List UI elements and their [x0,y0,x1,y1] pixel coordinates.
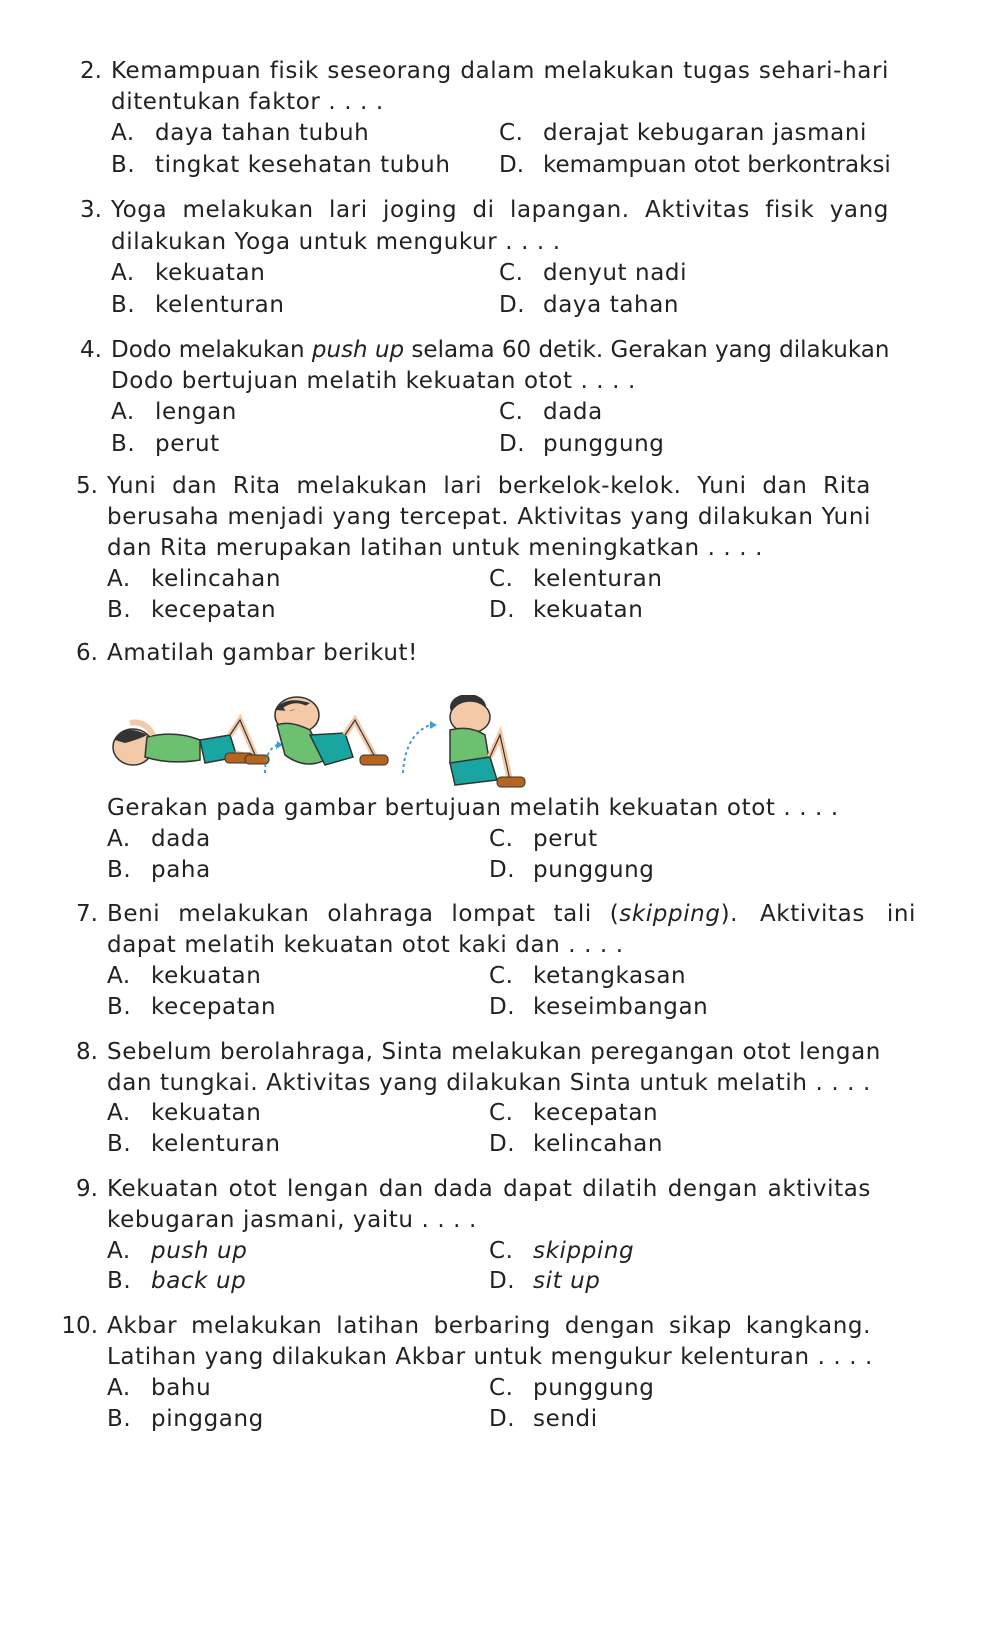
option-b[interactable]: B. perut [111,431,220,457]
question-number: 3. [80,197,102,223]
question-text: Akbar melakukan latihan berbaring dengan sikap kangkang. [107,1313,871,1339]
option-c[interactable]: C. ketangkasan [489,963,687,989]
question-number: 9. [76,1176,98,1202]
question-number: 7. [76,901,98,927]
option-c[interactable]: C. punggung [489,1375,655,1401]
option-c[interactable]: C. skipping [489,1238,635,1264]
option-d[interactable]: D. sit up [489,1268,601,1294]
question-number: 4. [80,337,102,363]
option-a[interactable]: A. kelincahan [107,566,281,592]
question-number: 6. [76,640,98,666]
question-number: 10. [61,1313,98,1339]
option-d[interactable]: D. sendi [489,1406,598,1432]
question-text: Dodo bertujuan melatih kekuatan otot . . . . [111,368,636,394]
option-c[interactable]: C. derajat kebugaran jasmani [499,120,868,146]
option-a[interactable]: A. bahu [107,1375,212,1401]
option-a[interactable]: A. kekuatan [111,260,266,286]
question-text: Yoga melakukan lari joging di lapangan. Aktivitas fisik yang [111,197,889,223]
figure-half-up [275,697,388,765]
option-a[interactable]: A. kekuatan [107,963,262,989]
option-a[interactable]: A. dada [107,826,211,852]
option-a[interactable]: A. daya tahan tubuh [111,120,370,146]
question-text: dapat melatih kekuatan otot kaki dan . . . . [107,932,624,958]
option-b[interactable]: B. kelenturan [111,292,285,318]
option-d[interactable]: D. kemampuan otot berkontraksi [499,152,891,178]
figure-sitting-up [450,695,525,787]
option-d[interactable]: D. kelincahan [489,1131,663,1157]
question-text: berusaha menjadi yang tercepat. Aktivitas yang dilakukan Yuni [107,504,871,530]
question-text: Amatilah gambar berikut! [107,640,418,666]
option-d[interactable]: D. punggung [499,431,665,457]
question-text: kebugaran jasmani, yaitu . . . . [107,1207,477,1233]
question-text: ditentukan faktor . . . . [111,89,384,115]
question-text: Gerakan pada gambar bertujuan melatih kekuatan otot . . . . [107,795,839,821]
option-b[interactable]: B. kelenturan [107,1131,281,1157]
option-c[interactable]: C. kecepatan [489,1100,659,1126]
question-text: dan tungkai. Aktivitas yang dilakukan Sinta untuk melatih . . . . [107,1070,871,1096]
question-text: Beni melakukan olahraga lompat tali ( skipping). Aktivitas ini [107,901,916,927]
option-b[interactable]: B. tingkat kesehatan tubuh [111,152,451,178]
question-number: 5. [76,473,98,499]
option-b[interactable]: B. back up [107,1268,247,1294]
question-text: Latihan yang dilakukan Akbar untuk mengukur kelenturan . . . . [107,1344,873,1370]
question-text: dan Rita merupakan latihan untuk meningkatkan . . . . [107,535,763,561]
option-c[interactable]: C. dada [499,399,603,425]
option-b[interactable]: B. pinggang [107,1406,264,1432]
option-c[interactable]: C. kelenturan [489,566,663,592]
option-b[interactable]: B. kecepatan [107,597,277,623]
question-text: Kemampuan fisik seseorang dalam melakukan tugas sehari-hari [111,58,889,84]
option-d[interactable]: D. keseimbangan [489,994,709,1020]
question-text: Sebelum berolahraga, Sinta melakukan peregangan otot lengan [107,1039,881,1065]
option-d[interactable]: D. punggung [489,857,655,883]
option-d[interactable]: D. kekuatan [489,597,644,623]
question-text: Kekuatan otot lengan dan dada dapat dilatih dengan aktivitas [107,1176,871,1202]
motion-arrow-icon [265,745,277,773]
option-a[interactable]: A. push up [107,1238,248,1264]
option-c[interactable]: C. perut [489,826,598,852]
option-a[interactable]: A. kekuatan [107,1100,262,1126]
option-b[interactable]: B. kecepatan [107,994,277,1020]
question-text: Dodo melakukan push up selama 60 detik. Gerakan yang dilakukan [111,337,890,363]
option-d[interactable]: D. daya tahan [499,292,680,318]
question-number: 2. [80,58,102,84]
motion-arrow-icon [403,725,430,773]
option-a[interactable]: A. lengan [111,399,237,425]
figure-lying [113,720,269,765]
question-text: Yuni dan Rita melakukan lari berkelok-kelok. Yuni dan Rita [107,473,871,499]
option-c[interactable]: C. denyut nadi [499,260,688,286]
question-number: 8. [76,1039,98,1065]
question-text: dilakukan Yoga untuk mengukur . . . . [111,229,561,255]
option-b[interactable]: B. paha [107,857,211,883]
